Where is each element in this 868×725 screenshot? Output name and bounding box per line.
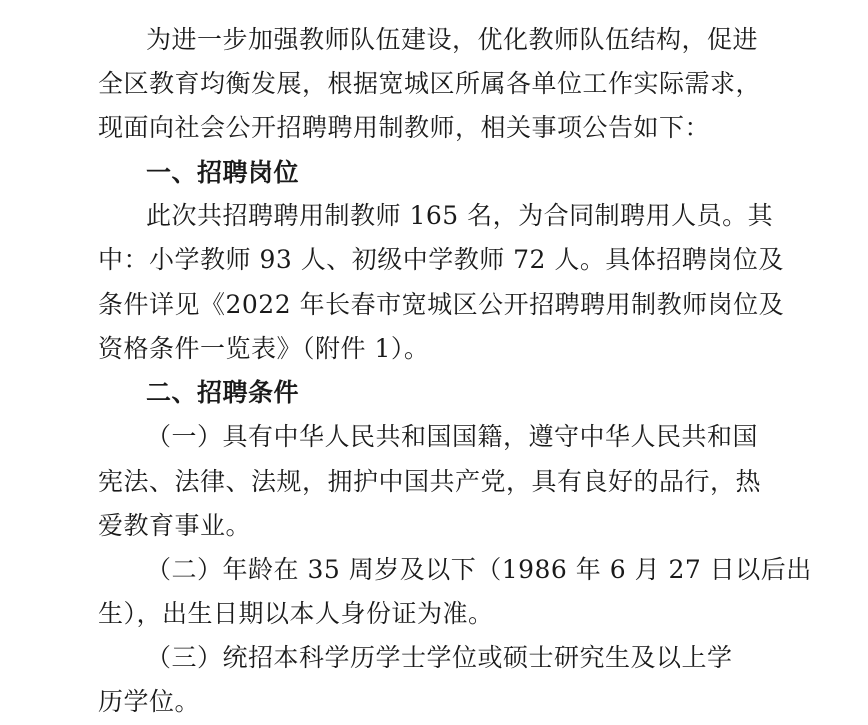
- requirement-3-line-1: （三）统招本科学历学士学位或硕士研究生及以上学: [146, 643, 733, 672]
- intro-line-2: 全区教育均衡发展，根据宽城区所属各单位工作实际需求，: [98, 69, 762, 98]
- intro-line-1: 为进一步加强教师队伍建设，优化教师队伍结构，促进: [146, 25, 759, 54]
- requirement-1-line-1: （一）具有中华人民共和国国籍，遵守中华人民共和国: [146, 422, 759, 451]
- section-heading-positions: 一、招聘岗位: [146, 158, 300, 187]
- requirement-3-line-2: 历学位。: [98, 687, 201, 716]
- requirement-2-line-1: （二）年龄在 35 周岁及以下（1986 年 6 月 27 日以后出: [146, 555, 812, 584]
- section-heading-requirements: 二、招聘条件: [146, 378, 300, 407]
- positions-line-4: 资格条件一览表》（附件 1）。: [98, 334, 430, 363]
- requirement-1-line-2: 宪法、法律、法规，拥护中国共产党，具有良好的品行，热: [98, 467, 762, 496]
- positions-line-2: 中：小学教师 93 人、初级中学教师 72 人。具体招聘岗位及: [98, 245, 784, 274]
- intro-line-3: 现面向社会公开招聘聘用制教师，相关事项公告如下：: [98, 113, 711, 142]
- requirement-1-line-3: 爱教育事业。: [98, 511, 252, 540]
- positions-line-3: 条件详见《2022 年长春市宽城区公开招聘聘用制教师岗位及: [98, 290, 785, 319]
- positions-line-1: 此次共招聘聘用制教师 165 名，为合同制聘用人员。其: [146, 201, 774, 230]
- requirement-2-line-2: 生），出生日期以本人身份证为准。: [98, 599, 494, 628]
